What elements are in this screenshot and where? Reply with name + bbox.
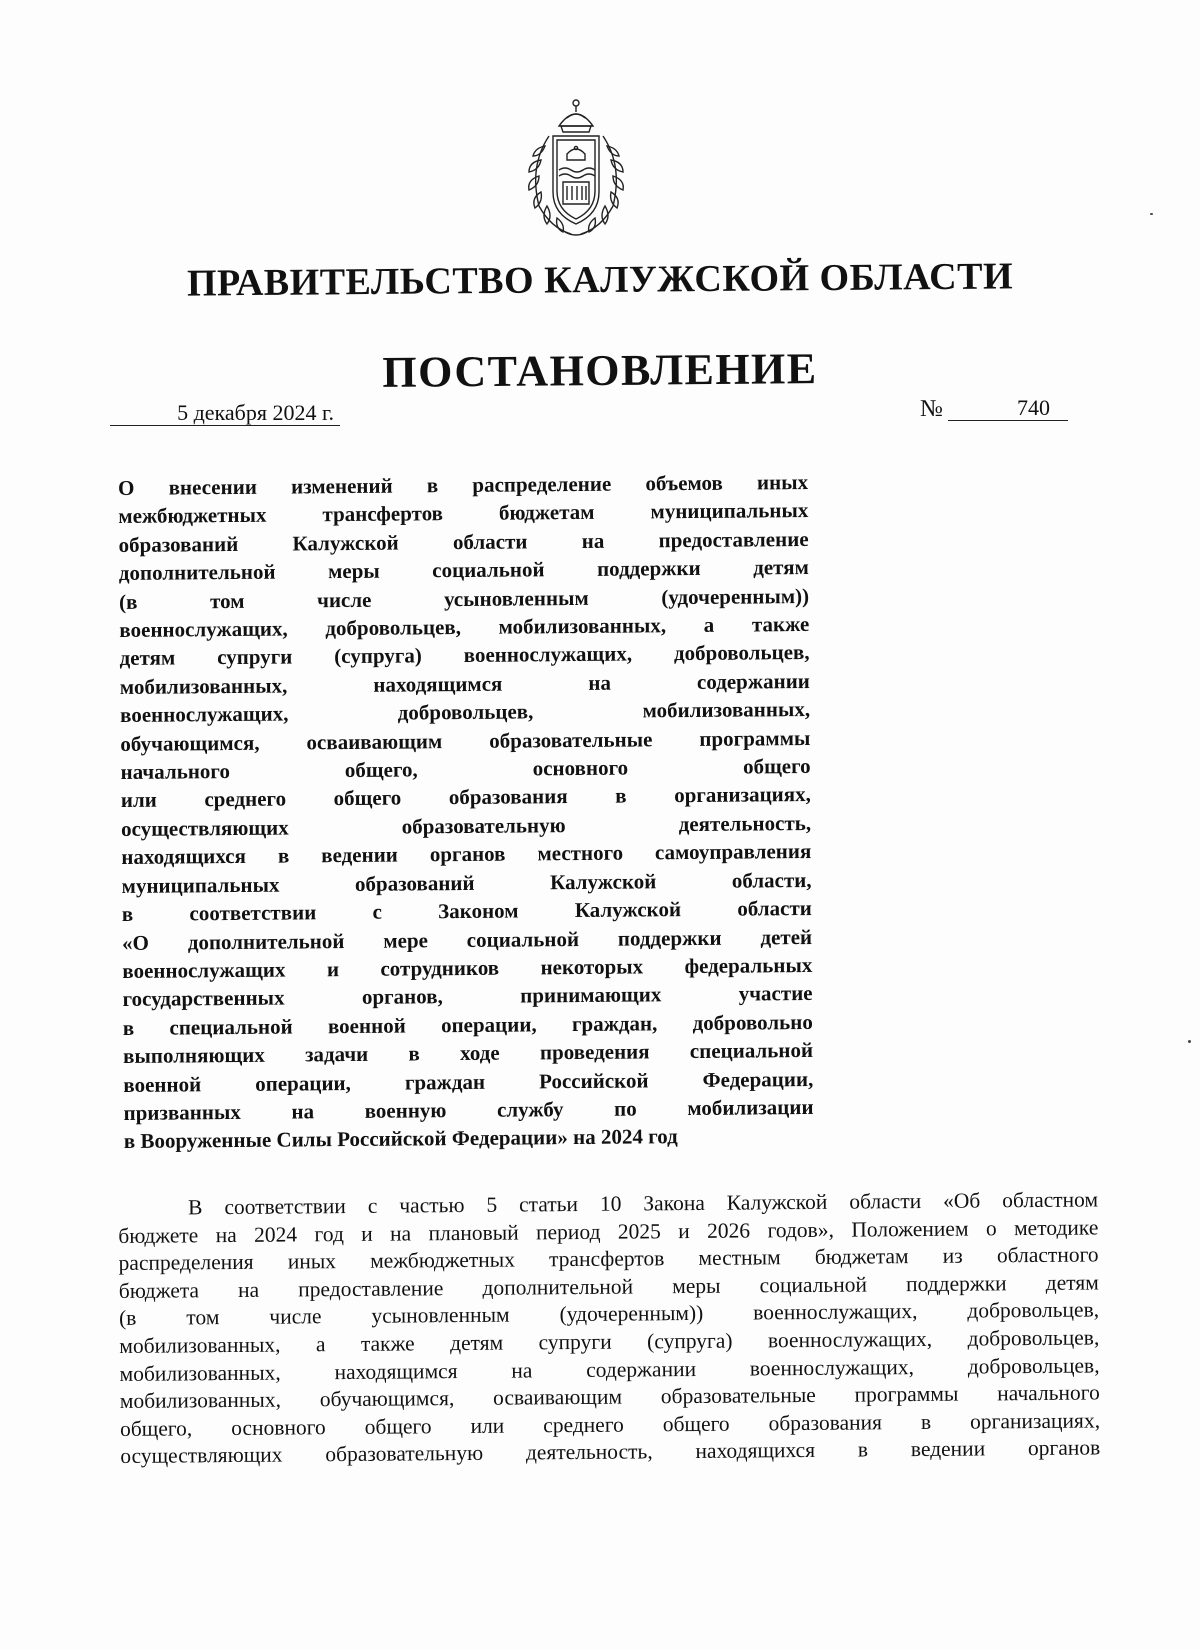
subject-line: в соответствии с Законом Калужской области <box>121 896 812 927</box>
document-date: 5 декабря 2024 г. <box>110 401 340 426</box>
organization-title: ПРАВИТЕЛЬСТВО КАЛУЖСКОЙ ОБЛАСТИ <box>186 255 1014 305</box>
subject-line: обучающимся, осваивающим образовательные программы <box>120 725 811 756</box>
subject-line: военнослужащих, добровольцев, мобилизованных, а также <box>119 612 810 643</box>
scan-speck <box>1150 213 1153 215</box>
resolution-subject <box>118 468 814 1156</box>
subject-line: военнослужащих, добровольцев, мобилизованных, <box>120 697 811 728</box>
subject-line: «О дополнительной мере социальной поддержки детей <box>121 924 813 955</box>
subject-line: государственных органов, принимающих участие <box>122 981 813 1012</box>
body-line: общего, основного общего или среднего общего образования в организациях, <box>119 1408 1101 1441</box>
subject-line: детям супруги (супруга) военнослужащих, добровольцев, <box>119 640 810 671</box>
subject-line: муниципальных образований Калужской области, <box>121 867 812 898</box>
subject-line: выполняющих задачи в ходе проведения специальной <box>122 1038 814 1069</box>
subject-line: дополнительной меры социальной поддержки детям <box>118 555 809 586</box>
subject-line: О внесении изменений в распределение объемов иных <box>118 469 809 500</box>
body-line: В соответствии с частью 5 статьи 10 Закона Калужской области «Об областном <box>188 1187 1099 1220</box>
subject-line: осуществляющих образовательную деятельность, <box>120 810 812 841</box>
document-type-title: ПОСТАНОВЛЕНИЕ <box>382 344 818 397</box>
subject-line: военной операции, граждан Российской Федерации, <box>123 1066 814 1097</box>
subject-line: образований Калужской области на предоставление <box>118 526 809 557</box>
body-line: бюджете на 2024 год и на плановый период 2025 и 2026 годов», Положением о методике <box>118 1215 1099 1248</box>
body-paragraph <box>118 1186 1100 1470</box>
document-number: 740 <box>948 396 1068 421</box>
subject-line: мобилизованных, находящимся на содержании <box>119 668 810 699</box>
subject-line: начального общего, основного общего <box>120 754 811 785</box>
subject-line: (в том числе усыновленным (удочеренным)) <box>119 583 810 614</box>
subject-line: находящихся в ведении органов местного самоуправления <box>121 839 812 870</box>
body-line: мобилизованных, а также детям супруги (супруга) военнослужащих, добровольцев, <box>119 1325 1100 1358</box>
subject-line: в специальной военной операции, граждан, добровольно <box>122 1009 813 1040</box>
subject-line: призванных на военную службу по мобилизации <box>123 1094 814 1125</box>
body-line: распределения иных межбюджетных трансфертов местным бюджетам из областного <box>118 1242 1099 1276</box>
body-line: бюджета на предоставление дополнительной меры социальной поддержки детям <box>118 1270 1099 1303</box>
body-line: мобилизованных, обучающимся, осваивающим образовательные программы начального <box>119 1380 1100 1414</box>
body-line: мобилизованных, находящимся на содержании военнослужащих, добровольцев, <box>119 1353 1100 1386</box>
body-line: (в том числе усыновленным (удочеренным)) военнослужащих, добровольцев, <box>118 1297 1100 1331</box>
scan-speck <box>1188 1040 1191 1043</box>
subject-line: или среднего общего образования в организациях, <box>120 782 811 813</box>
subject-line: межбюджетных трансфертов бюджетам муниципальных <box>118 498 809 529</box>
coat-of-arms-icon <box>515 96 637 242</box>
document-number-label: № <box>920 396 943 422</box>
body-line: осуществляющих образовательную деятельность, находящихся в ведении органов <box>120 1435 1101 1469</box>
subject-line: в Вооруженные Силы Российской Федерации» на 2024 год <box>123 1124 678 1154</box>
subject-line: военнослужащих и сотрудников некоторых федеральных <box>122 952 813 983</box>
